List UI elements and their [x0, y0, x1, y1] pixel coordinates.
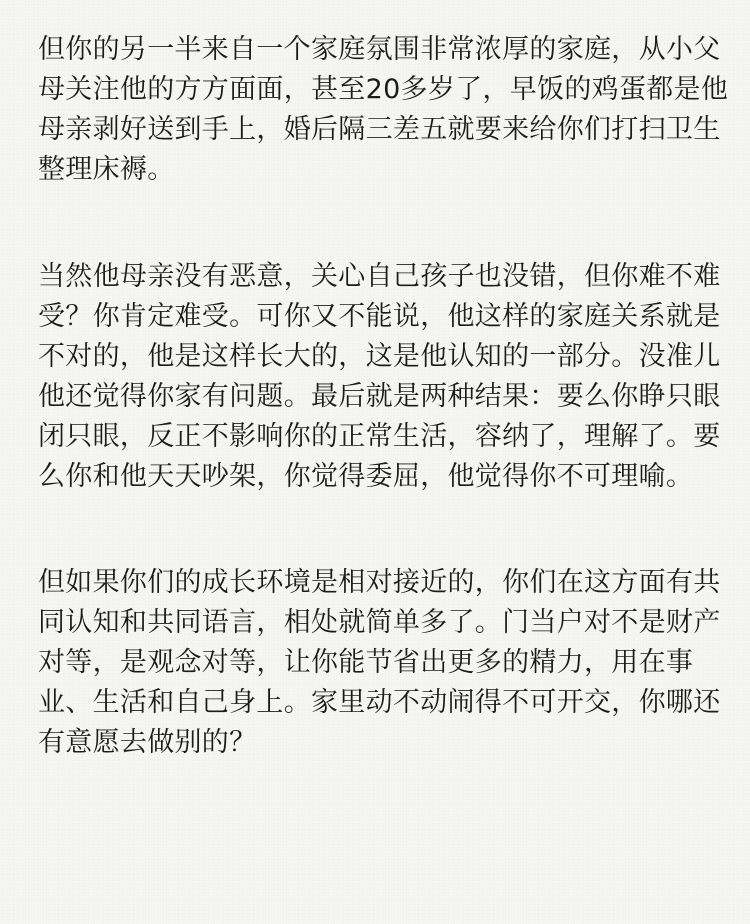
paragraph-line: 他还觉得你家有问题。最后就是两种结果：要么你睁只眼 [38, 381, 721, 412]
paragraph-2 [38, 257, 721, 497]
paragraph-line: 母亲剥好送到手上，婚后隔三差五就要来给你们打扫卫生 [38, 114, 721, 145]
paragraph-line: 对等，是观念对等，让你能节省出更多的精力，用在事 [38, 647, 694, 678]
paragraph-line: 但你的另一半来自一个家庭氛围非常浓厚的家庭，从小父 [38, 34, 721, 65]
paragraph-3 [38, 563, 721, 763]
paragraph-line: 么你和他天天吵架，你觉得委屈，他觉得你不可理喻。 [38, 461, 694, 492]
paragraph-line: 母关注他的方方面面，甚至20多岁了，早饭的鸡蛋都是他 [38, 74, 729, 105]
paragraph-line: 当然他母亲没有恶意，关心自己孩子也没错，但你难不难 [38, 261, 721, 292]
paragraph-line: 闭只眼，反正不影响你的正常生活，容纳了，理解了。要 [38, 421, 721, 452]
paragraph-line: 但如果你们的成长环境是相对接近的，你们在这方面有共 [38, 567, 721, 598]
paragraph-line: 有意愿去做别的？ [38, 727, 257, 758]
paragraph-line: 整理床褥。 [38, 154, 175, 185]
paragraph-line: 受？你肯定难受。可你又不能说，他这样的家庭关系就是 [38, 301, 721, 332]
paragraph-line: 业、生活和自己身上。家里动不动闹得不可开交，你哪还 [38, 687, 721, 718]
paragraph-line: 同认知和共同语言，相处就简单多了。门当户对不是财产 [38, 607, 721, 638]
paragraph-line: 不对的，他是这样长大的，这是他认知的一部分。没准儿 [38, 341, 721, 372]
paragraph-1 [38, 30, 729, 190]
